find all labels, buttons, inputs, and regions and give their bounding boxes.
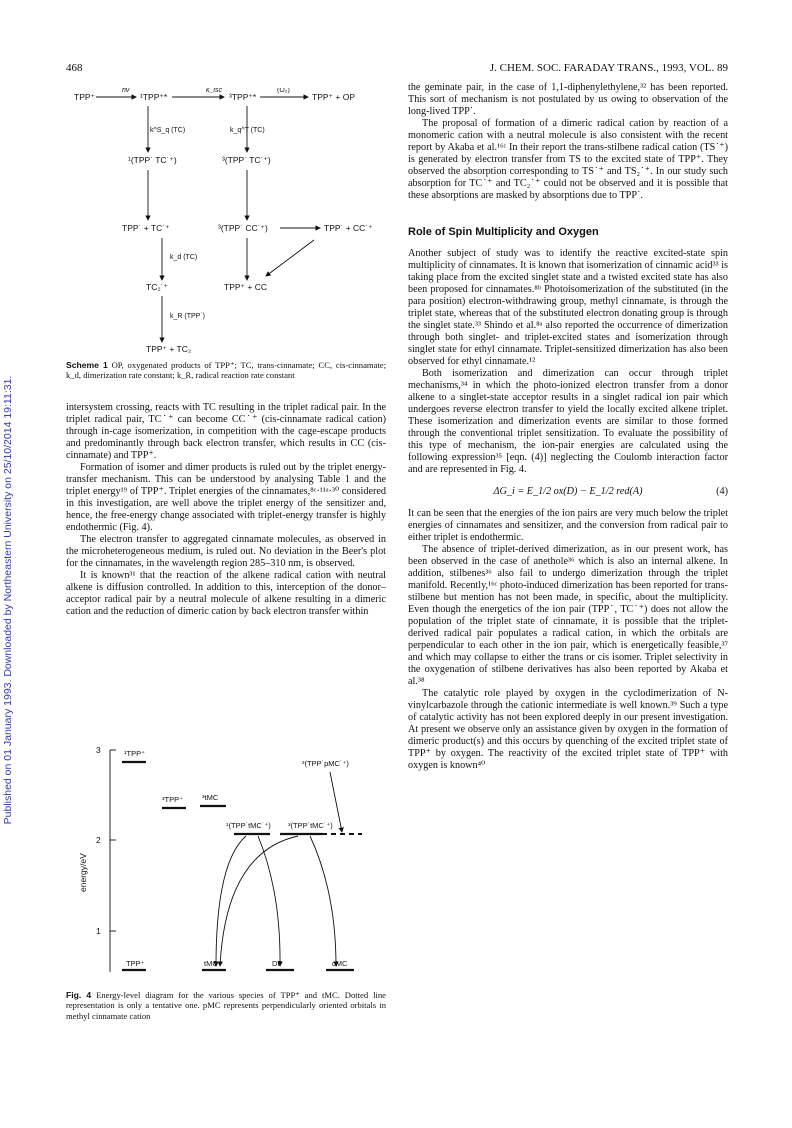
- right-column-text: [408, 82, 728, 772]
- level-label: ³tMC: [202, 793, 219, 802]
- scheme-kr: k_R (TPP˙): [170, 313, 205, 320]
- figure-caption-text: Energy-level diagram for the various species of TPP⁺ and tMC. Dotted line representation is only a tentative one. pMC represents perpendicularly oriented orbitals in methyl cinnamate cation: [66, 990, 386, 1021]
- scheme-dimer-cation: TC₂˙⁺: [146, 282, 168, 292]
- download-watermark: [2, 190, 16, 1010]
- scheme-hv: hν: [122, 88, 130, 94]
- journal-header: J. CHEM. SOC. FARADAY TRANS., 1993, VOL. 89: [489, 62, 728, 74]
- scheme-cc-product: TPP⁺ + CC: [224, 282, 267, 292]
- scheme-triplet-pair: ³(TPP˙ TC˙⁺): [222, 155, 271, 165]
- page-number: 468: [66, 62, 83, 74]
- scheme-op: TPP⁺ + OP: [312, 92, 355, 102]
- scheme-3tpp: ³TPP⁺*: [229, 92, 257, 102]
- scheme-kisc: k_isc: [206, 88, 222, 94]
- paragraph: Formation of isomer and dimer products is ruled out by the triplet energy-transfer mechanism. This can be understood by analysing Table 1 and the triplet energy¹⁹ of TPP⁺. Triplet energies of the cinnamates,⁸ᶜ·¹¹ᵃ·³⁰ considered in this investigation, are well above the triplet energy of the sensitizer and, hence, the free-energy change associated with triplet-energy transfer is highly endothermic (Fig. 4).: [66, 462, 386, 533]
- scheme-cc-pair: ³(TPP˙ CC˙⁺): [218, 223, 268, 233]
- y-axis-label: energy/eV: [78, 853, 88, 892]
- level-label: ³TPP⁺: [162, 795, 184, 804]
- level-label: ¹(TPP˙tMC˙⁺): [226, 821, 271, 830]
- paragraph: The absence of triplet-derived dimerization, as in our present work, has been observed in the case of anethole³⁶ which is also an internal alkene. In addition, stilbenes³⁶ also fail to undergo dimerization through the triplet manifold. Recently,¹⁶ᶜ photo-induced dimerization has been reported for trans-stilbene but mention has not been made, in specific, about the multiplicity. Even though the energetics of the ion pair (TPP˙, TC˙⁺) does not allow the population of the triplet state of cinnamate, it is possible that the triplet-derived radical pair populates a radical cation, in which the orbitals are perpendicular to each other in the ion pair, which is energetically feasible,³⁷ and which may collapse to either the trans or cis isomer. Triplet selectivity in the oxygenation of stilbene derivatives has also been reported by Akaba et al.³⁸: [408, 544, 728, 687]
- scheme-ks: k^S_q (TC): [150, 127, 186, 134]
- scheme-dimer-product: TPP⁺ + TC₂: [146, 344, 192, 354]
- scheme-o2: (O₂): [277, 88, 290, 94]
- y-tick: 3: [96, 745, 101, 755]
- scheme-1: [66, 88, 386, 358]
- figure-4: [66, 742, 386, 978]
- equation-number: (4): [716, 486, 728, 497]
- ground-label: TPP⁺: [126, 959, 145, 968]
- scheme-kt: k_q^T (TC): [230, 127, 265, 134]
- paragraph: The proposal of formation of a dimeric radical cation by reaction of a monomeric cation with a neutral molecule is also consistent with the recent report by Akaba et al.¹⁶ᶜ In their report the trans-stilbene radical cation (TS˙⁺) is generated by electron transfer from TS to the excited state of TPP⁺. They observed the absorption corresponding to TS˙⁺ and TS₂˙⁺. In our study such absorption for TC˙⁺ and TC₂˙⁺ could not be observed and it is possible that these absorptions are masked by absorptions due to TPP˙.: [408, 118, 728, 201]
- paragraph: Both isomerization and dimerization can occur through triplet mechanisms,³⁴ in which the photo-ionized electron transfer from a donor alkene to a singlet-state acceptor results in a singlet radical ion pair which undergoes reverse electron transfer to yield the locally excited alkene triplet. These isomerization and dimerization events are similar to those formed through the conventional triplet sensitization. To evaluate the possibility of this type of mechanism, the ion-pair energies are calculated using the following expression³⁵ [eqn. (4)] neglecting the Coulomb interaction factor and are represented in Fig. 4.: [408, 368, 728, 475]
- paragraph: It is known³¹ that the reaction of the alkene radical cation with neutral alkene is diffusion controlled. In addition to this, interception of the donor–acceptor radical pair by a neutral molecule of alkene resulting in a dimeric cation and the reduction of dimeric cation by back electron transfer within: [66, 570, 386, 617]
- scheme-cc-radical: TPP˙ + CC˙⁺: [324, 223, 373, 233]
- level-label: ³(TPP˙pMC˙⁺): [302, 759, 349, 768]
- paragraph: Another subject of study was to identify the reactive excited-state spin multiplicity of cinnamates. It is known that isomerization of cinnamic acid³³ is taking place from the excited singlet state and a twisted excited state has also been proposed for cinnamates.⁸ᵇ Photoisomerization of the substituted (in the para position) electron-withdrawing group, methyl cinnamate, is through the triplet state, whereas that of the substituted electron donating group is through the singlet state.³³ Shindo et al.⁸ᵃ also reported the occurrence of dimerization through both singlet- and triplet-excited states and isomerization through singlet state for ethyl cinnamate. Triplet-sensitized dimerization has also been observed for ethyl cinnamate.¹²: [408, 248, 728, 367]
- ground-label: DP: [272, 959, 283, 968]
- scheme-kd: k_d (TC): [170, 254, 198, 261]
- left-column-text: [66, 402, 386, 618]
- equation-text: ΔG_i = E_1/2 ox(D) − E_1/2 red(A): [493, 486, 643, 497]
- level-label: ³(TPP˙tMC˙⁺): [288, 821, 333, 830]
- paragraph: intersystem crossing, reacts with TC resulting in the triplet radical pair. In the triplet radical pair, TC˙⁺ can become CC˙⁺ (cis-cinnamate radical cation) through in-cage isomerization, in competition with the cage-escape products and predominantly through back electron transfer, which results in CC (cis-cinnamate) and TPP⁺.: [66, 402, 386, 461]
- paragraph: the geminate pair, in the case of 1,1-diphenylethylene,³² has been reported. This sort of mechanism is not postulated by us owing to observation of the long-lived TPP˙.: [408, 82, 728, 117]
- y-tick: 1: [96, 926, 101, 936]
- level-label: ¹TPP⁺: [124, 749, 146, 758]
- figure-caption-label: Fig. 4: [66, 990, 92, 1000]
- y-tick: 2: [96, 835, 101, 845]
- ground-label: cMC: [332, 959, 348, 968]
- figure-caption: [66, 990, 386, 1021]
- energy-level-diagram: [66, 742, 386, 978]
- download-watermark-text: Published on 01 January 1993. Downloaded by Northeastern University on 25/10/2014 19:11:31.: [2, 375, 14, 825]
- scheme-caption-text: OP, oxygenated products of TPP⁺; TC, trans-cinnamate; CC, cis-cinnamate; k_d, dimerization rate constant; k_R, radical reaction rate constant: [66, 360, 386, 381]
- paragraph: The catalytic role played by oxygen in the cyclodimerization of N-vinylcarbazole through the cationic intermediate is well known.³⁹ Such a type of catalytic activity has not been explored deeply in our present investigation. At present we observe only an assistance given by oxygen in the formation of dimeric product(s) and this occurs by quenching of the excited triplet state of TPP⁺ by oxygen. The reactivity of the excited triplet state of TPP⁺ with oxygen is known⁴⁰: [408, 688, 728, 771]
- scheme-singlet-pair: ¹(TPP˙ TC˙⁺): [128, 155, 177, 165]
- ground-label: tMC: [204, 959, 218, 968]
- scheme-caption-label: Scheme 1: [66, 360, 108, 370]
- paragraph: It can be seen that the energies of the ion pairs are very much below the triplet energies of cinnamates and sensitizer, and the conversion from radical pair to either triplet is endothermic.: [408, 508, 728, 543]
- scheme-1-diagram: [66, 88, 386, 358]
- scheme-tpp: TPP⁺: [74, 92, 96, 102]
- equation-4: [408, 486, 728, 498]
- scheme-caption: [66, 360, 386, 381]
- scheme-tc-radical: TPP˙ + TC˙⁺: [122, 223, 170, 233]
- section-heading: Role of Spin Multiplicity and Oxygen: [408, 226, 599, 238]
- paragraph: The electron transfer to aggregated cinnamate molecules, as observed in the microheterogeneous medium, is ruled out. No deviation in the Beer's plot for the cinnamates, in the wavelength region 285–310 nm, is observed.: [66, 534, 386, 569]
- scheme-1tpp: ¹TPP⁺*: [140, 92, 168, 102]
